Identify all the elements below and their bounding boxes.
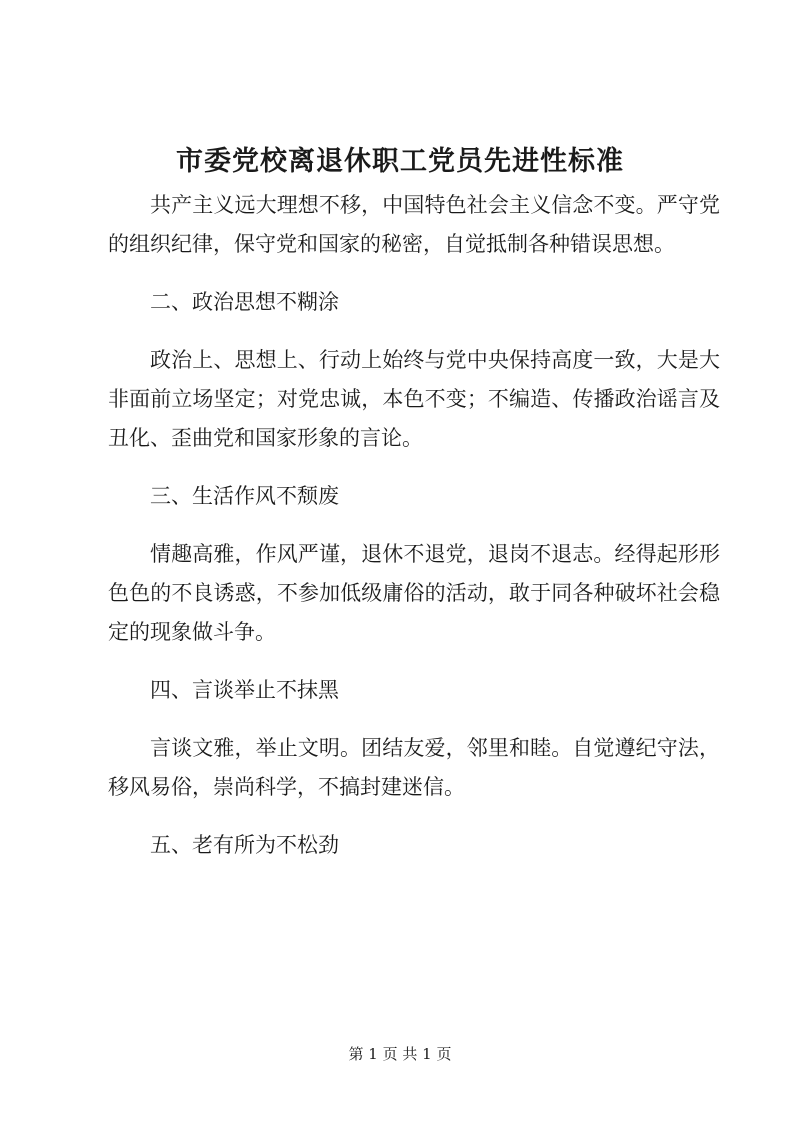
section-heading-3: 三、生活作风不颓废 (150, 484, 339, 508)
page-footer: 第 1 页 共 1 页 (348, 1045, 452, 1063)
section-heading-4: 四、言谈举止不抹黑 (150, 678, 339, 702)
section-heading-2: 二、政治思想不糊涂 (150, 290, 339, 314)
document-body (108, 186, 720, 865)
paragraph-section-3: 情趣高雅，作风严谨，退休不退党，退岗不退志。经得起形形色色的不良诱惑，不参加低级庸俗的活动，敢于同各种破坏社会稳定的现象做斗争。 (108, 542, 720, 644)
paragraph-section-2: 政治上、思想上、行动上始终与党中央保持高度一致，大是大非面前立场坚定；对党忠诚，本色不变；不编造、传播政治谣言及丑化、歪曲党和国家形象的言论。 (108, 348, 720, 450)
paragraph-section-4: 言谈文雅，举止文明。团结友爱，邻里和睦。自觉遵纪守法，移风易俗，崇尚科学，不搞封建迷信。 (108, 736, 720, 799)
document-title: 市委党校离退休职工党员先进性标准 (176, 146, 624, 177)
paragraph-intro: 共产主义远大理想不移，中国特色社会主义信念不变。严守党的组织纪律，保守党和国家的秘密，自觉抵制各种错误思想。 (108, 193, 720, 256)
section-heading-5: 五、老有所为不松劲 (150, 833, 339, 857)
